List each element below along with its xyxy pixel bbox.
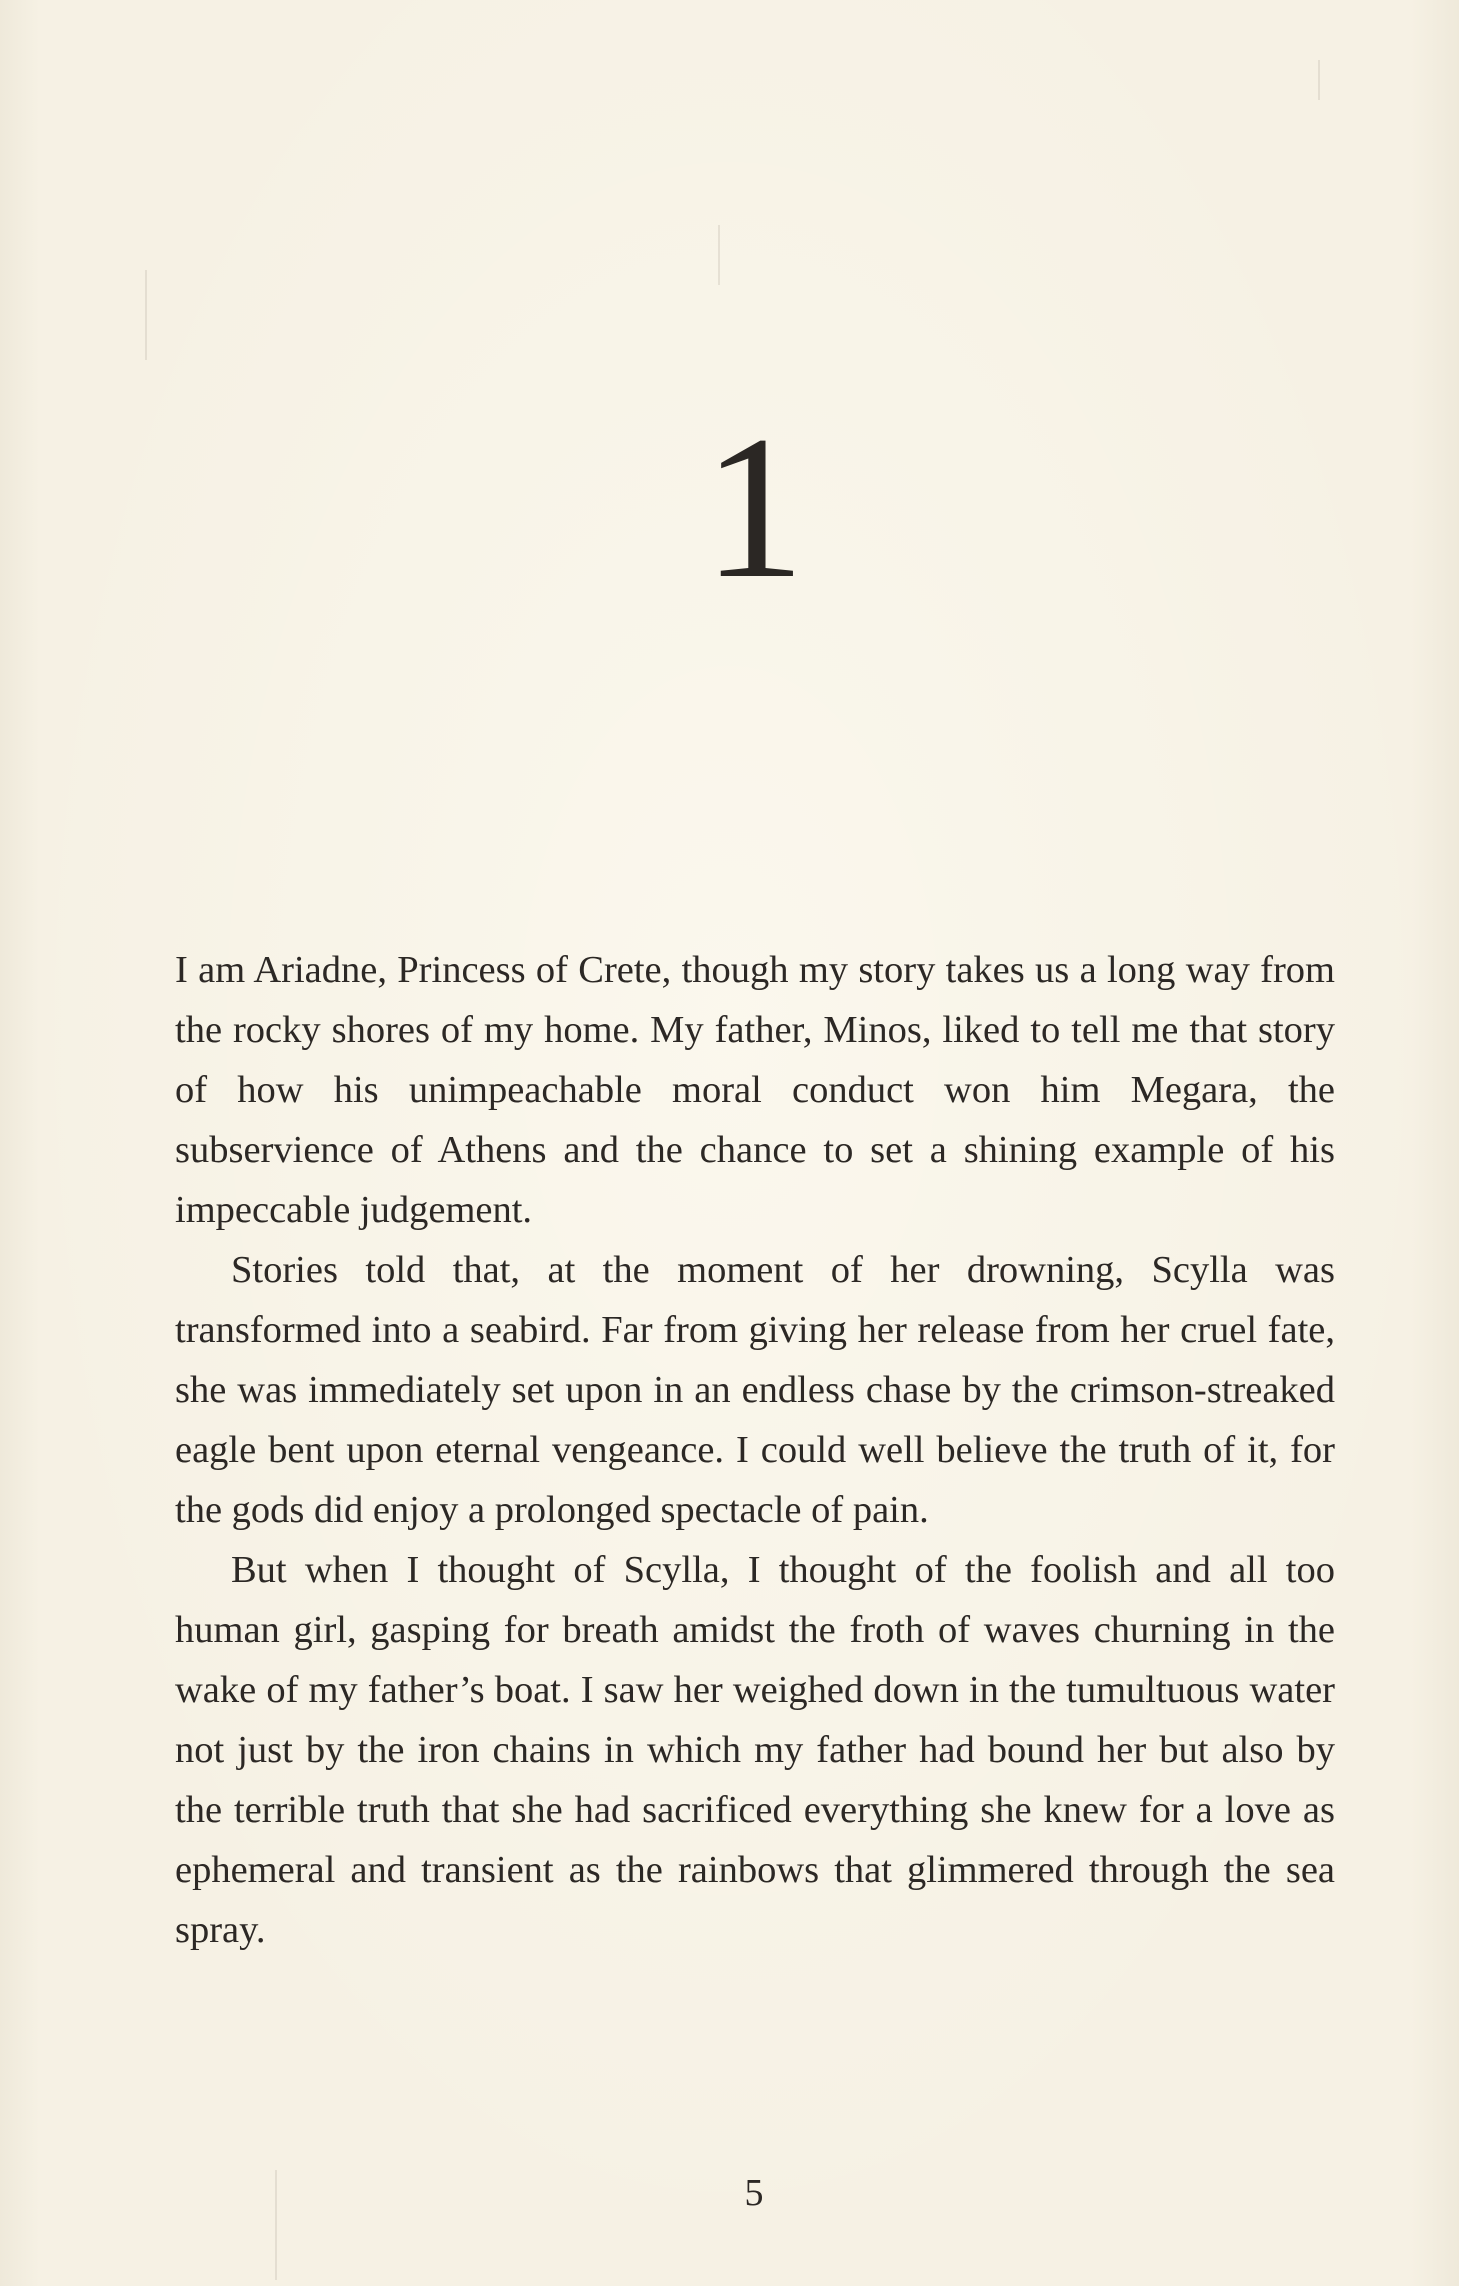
scan-mark <box>145 270 147 360</box>
page-number: 5 <box>744 2172 764 2214</box>
chapter-body <box>175 940 1335 1960</box>
scan-mark <box>718 225 720 285</box>
paragraph: But when I thought of Scylla, I thought of the foolish and all too human girl, gasping for breath amidst the froth of waves churning in the wake of my father’s boat. I saw her weighed down in the tumultuous water not just by the iron chains in which my father had bound her but also by the terrible truth that she had sacrificed everything she knew for a love as ephemeral and transient as the rainbows that glimmered through the sea spray. <box>175 1549 1335 1951</box>
scan-mark <box>1318 60 1320 100</box>
paragraph: I am Ariadne, Princess of Crete, though my story takes us a long way from the rocky shores of my home. My father, Minos, liked to tell me that story of how his unimpeachable moral conduct won him Megara, the subservience of Athens and the chance to set a shining example of his impeccable judgement. <box>175 949 1335 1231</box>
paragraph: Stories told that, at the moment of her drowning, Scylla was transformed into a seabird. Far from giving her release from her cruel fate, she was immediately set upon in an endless chase by the crimson-streaked eagle bent upon eternal vengeance. I could well believe the truth of it, for the gods did enjoy a prolonged spectacle of pain. <box>175 1249 1335 1531</box>
chapter-number: 1 <box>702 394 806 621</box>
